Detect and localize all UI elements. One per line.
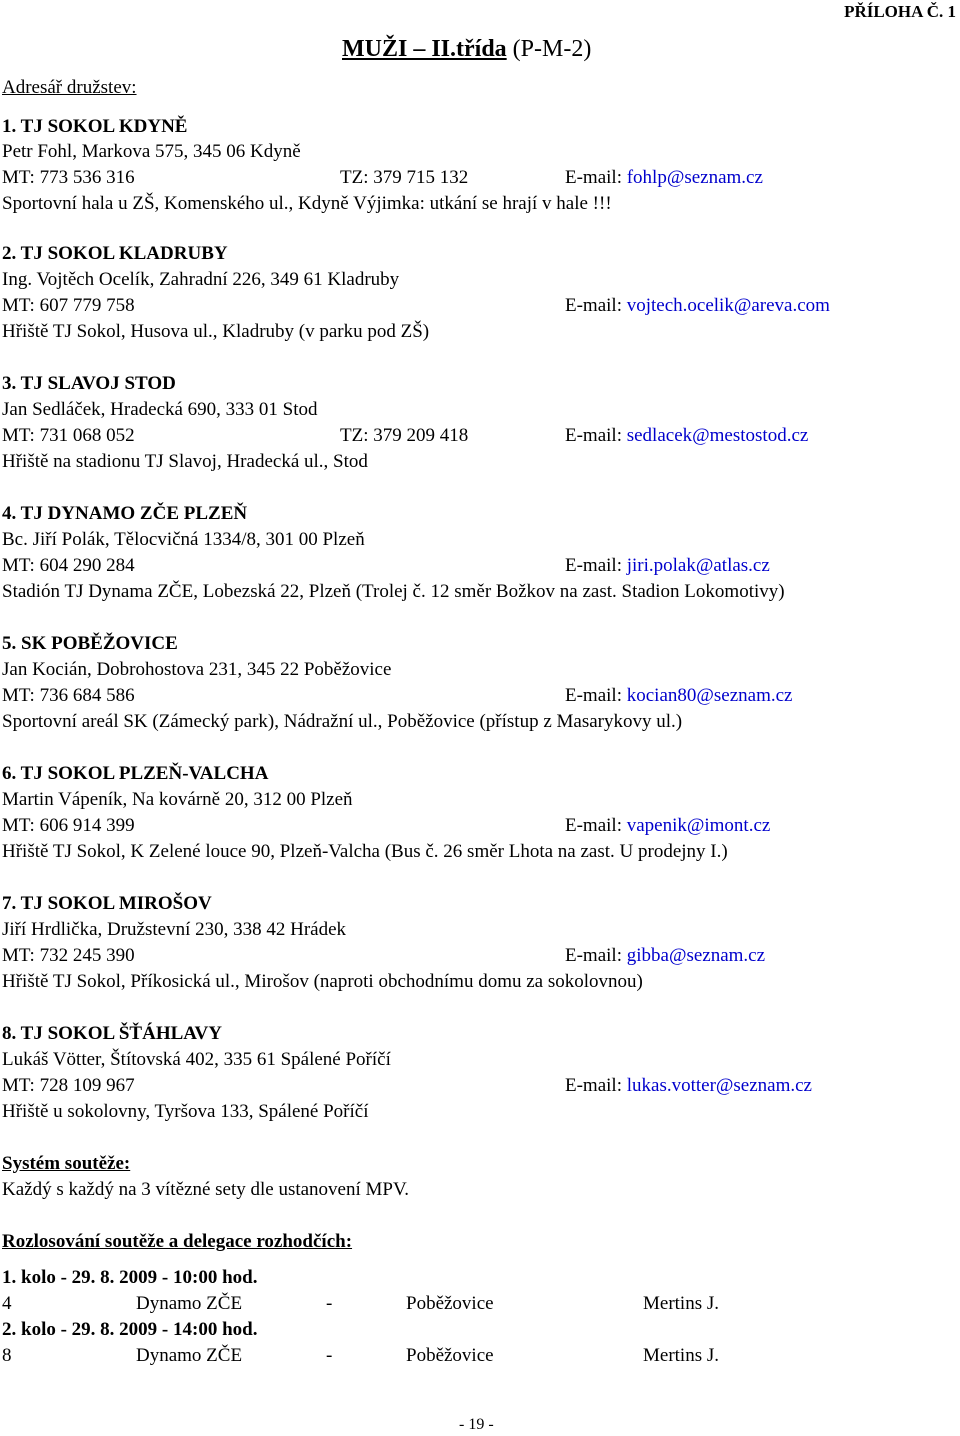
team-email-row	[565, 295, 830, 317]
team-tz: TZ: 379 715 132	[340, 167, 469, 188]
team-venue: Sportovní areál SK (Zámecký park), Nádražní ul., Poběžovice (přístup z Masarykovy ul.)	[2, 711, 683, 732]
team-contact: Martin Vápeník, Na kovárně 20, 312 00 Plzeň	[2, 789, 353, 810]
team-name: 5. SK POBĚŽOVICE	[2, 633, 178, 654]
team-name: 6. TJ SOKOL PLZEŇ-VALCHA	[2, 763, 269, 784]
title-main: MUŽI – II.třída	[342, 36, 507, 62]
match-dash: -	[326, 1345, 333, 1366]
system-heading: Systém soutěže:	[2, 1153, 131, 1174]
email-label: E-mail:	[565, 1075, 627, 1096]
team-venue: Hřiště na stadionu TJ Slavoj, Hradecká ul., Stod	[2, 451, 368, 472]
match-away: Poběžovice	[406, 1293, 494, 1314]
team-venue: Hřiště TJ Sokol, Husova ul., Kladruby (v parku pod ZŠ)	[2, 321, 430, 342]
title-suffix: (P-M-2)	[506, 36, 592, 62]
team-phone: MT: 606 914 399	[2, 815, 135, 836]
appendix-label: PŘÍLOHA Č. 1	[844, 2, 956, 21]
match-number: 4	[2, 1293, 12, 1314]
team-venue: Sportovní hala u ZŠ, Komenského ul., Kdyně Výjimka: utkání se hrají v hale !!!	[2, 193, 612, 214]
team-email-link[interactable]: fohlp@seznam.cz	[626, 167, 763, 188]
team-email-row	[565, 1075, 812, 1097]
match-dash: -	[326, 1293, 333, 1314]
round-title: 1. kolo - 29. 8. 2009 - 10:00 hod.	[2, 1267, 258, 1288]
match-referee: Mertins J.	[643, 1345, 719, 1366]
team-email-link[interactable]: sedlacek@mestostod.cz	[626, 425, 809, 446]
team-tz: TZ: 379 209 418	[340, 425, 469, 446]
team-phone: MT: 607 779 758	[2, 295, 135, 316]
match-referee: Mertins J.	[643, 1293, 719, 1314]
round-title: 2. kolo - 29. 8. 2009 - 14:00 hod.	[2, 1319, 258, 1340]
team-email-link[interactable]: kocian80@seznam.cz	[626, 685, 793, 706]
team-phone: MT: 728 109 967	[2, 1075, 135, 1096]
email-label: E-mail:	[565, 945, 627, 966]
team-name: 7. TJ SOKOL MIROŠOV	[2, 893, 212, 914]
email-label: E-mail:	[565, 555, 627, 576]
team-contact: Jan Kocián, Dobrohostova 231, 345 22 Poběžovice	[2, 659, 392, 680]
team-email-link[interactable]: vapenik@imont.cz	[626, 815, 771, 836]
team-phone: MT: 731 068 052	[2, 425, 135, 446]
page-number: - 19 -	[459, 1416, 494, 1433]
team-email-link[interactable]: vojtech.ocelik@areva.com	[626, 295, 830, 316]
match-home: Dynamo ZČE	[136, 1293, 243, 1314]
team-contact: Jan Sedláček, Hradecká 690, 333 01 Stod	[2, 399, 318, 420]
team-contact: Ing. Vojtěch Ocelík, Zahradní 226, 349 61 Kladruby	[2, 269, 400, 290]
match-home: Dynamo ZČE	[136, 1345, 243, 1366]
team-name: 2. TJ SOKOL KLADRUBY	[2, 243, 228, 264]
team-email-link[interactable]: gibba@seznam.cz	[626, 945, 766, 966]
team-name: 8. TJ SOKOL ŠŤÁHLAVY	[2, 1023, 222, 1044]
team-contact: Bc. Jiří Polák, Tělocvičná 1334/8, 301 00 Plzeň	[2, 529, 365, 550]
team-email-row	[565, 945, 765, 967]
team-email-row	[565, 167, 763, 189]
team-name: 4. TJ DYNAMO ZČE PLZEŇ	[2, 503, 248, 524]
team-venue: Hřiště u sokolovny, Tyršova 133, Spálené Poříčí	[2, 1101, 369, 1122]
team-phone: MT: 732 245 390	[2, 945, 135, 966]
team-venue: Stadión TJ Dynama ZČE, Lobezská 22, Plzeň (Trolej č. 12 směr Božkov na zast. Stadion Lokomotivy)	[2, 581, 785, 602]
schedule-heading: Rozlosování soutěže a delegace rozhodčích:	[2, 1231, 353, 1252]
team-contact: Lukáš Vötter, Štítovská 402, 335 61 Spálené Poříčí	[2, 1049, 391, 1070]
team-email-row	[565, 425, 808, 447]
email-label: E-mail:	[565, 167, 627, 188]
team-email-row	[565, 685, 792, 707]
team-contact: Jiří Hrdlička, Družstevní 230, 338 42 Hrádek	[2, 919, 347, 940]
email-label: E-mail:	[565, 685, 627, 706]
team-email-link[interactable]: lukas.votter@seznam.cz	[626, 1075, 812, 1096]
team-venue: Hřiště TJ Sokol, K Zelené louce 90, Plzeň-Valcha (Bus č. 26 směr Lhota na zast. U prodejny I.)	[2, 841, 728, 862]
match-number: 8	[2, 1345, 12, 1366]
system-text: Každý s každý na 3 vítězné sety dle ustanovení MPV.	[2, 1179, 410, 1200]
team-email-row	[565, 815, 770, 837]
email-label: E-mail:	[565, 425, 627, 446]
email-label: E-mail:	[565, 295, 627, 316]
team-phone: MT: 773 536 316	[2, 167, 135, 188]
team-venue: Hřiště TJ Sokol, Příkosická ul., Mirošov (naproti obchodnímu domu za sokolovnou)	[2, 971, 643, 992]
team-name: 3. TJ SLAVOJ STOD	[2, 373, 176, 394]
match-away: Poběžovice	[406, 1345, 494, 1366]
team-email-link[interactable]: jiri.polak@atlas.cz	[626, 555, 770, 576]
team-contact: Petr Fohl, Markova 575, 345 06 Kdyně	[2, 141, 301, 162]
team-name: 1. TJ SOKOL KDYNĚ	[2, 116, 188, 137]
directory-heading: Adresář družstev:	[2, 77, 137, 98]
team-phone: MT: 736 684 586	[2, 685, 135, 706]
page-title	[342, 35, 591, 63]
team-phone: MT: 604 290 284	[2, 555, 135, 576]
team-email-row	[565, 555, 770, 577]
email-label: E-mail:	[565, 815, 627, 836]
